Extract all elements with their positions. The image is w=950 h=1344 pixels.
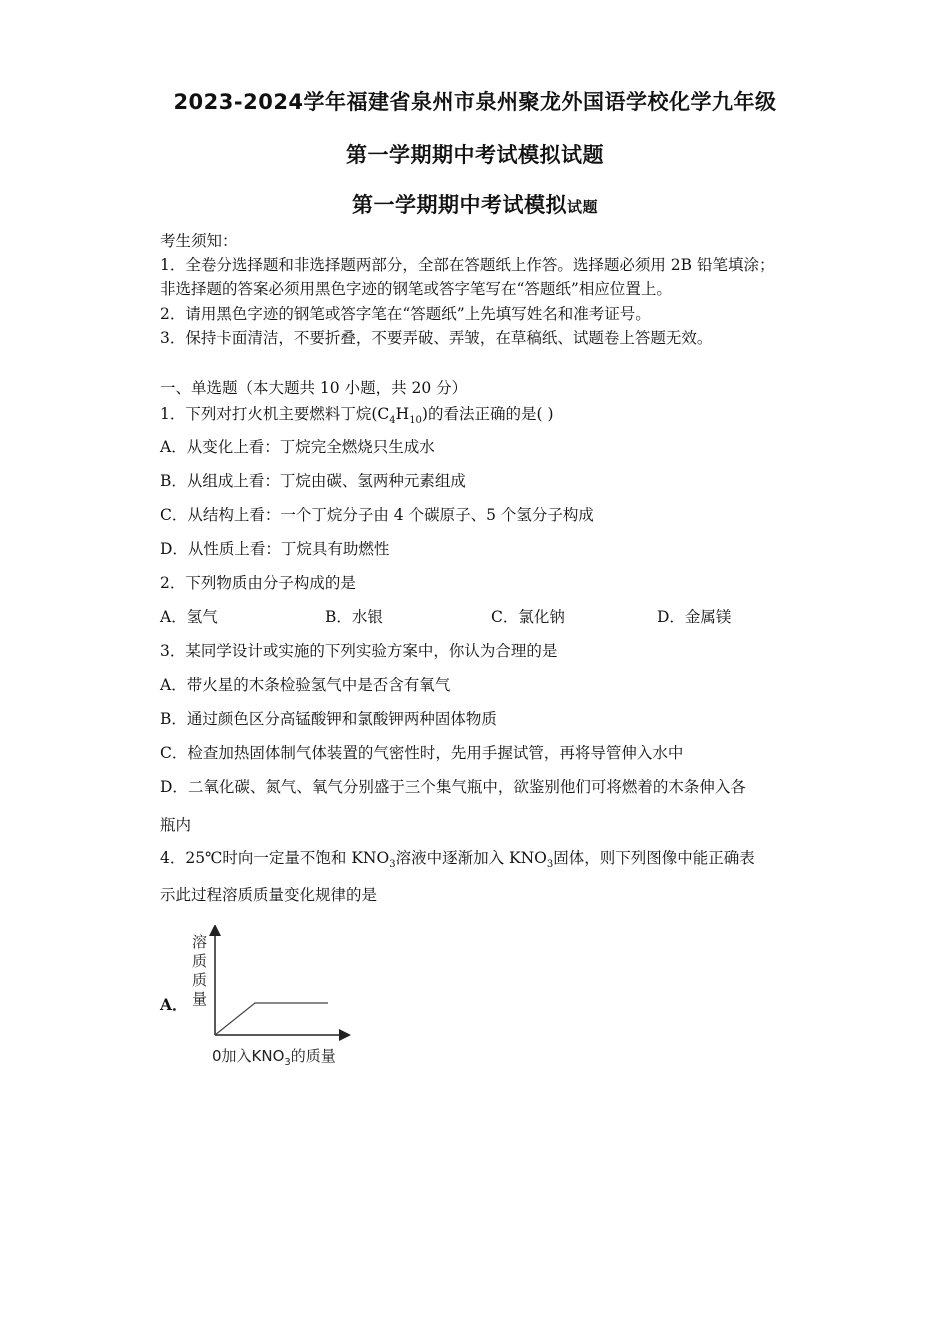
x-axis-label [212,1045,336,1068]
q1-stem [160,402,554,426]
q3-stem: 3．某同学设计或实施的下列实验方案中，你认为合理的是 [160,642,558,660]
q1-stem-mid: H [395,405,410,423]
q2-option-a: A．氢气 [160,608,218,626]
q1-option-c: C．从结构上看：一个丁烷分子由 4 个碳原子、5 个氢分子构成 [160,506,594,524]
solute-mass-line [215,1003,328,1035]
notice-item-3: 3．保持卡面清洁，不要折叠，不要弄破、弄皱，在草稿纸、试题卷上答题无效。 [160,329,713,347]
q3-option-a: A．带火星的木条检验氢气中是否含有氧气 [160,676,451,694]
q1-option-d: D．从性质上看：丁烷具有助燃性 [160,540,390,558]
notice-heading: 考生须知： [160,232,238,250]
q2-option-b: B．水银 [325,608,383,626]
q4-option-a-label: A． [160,995,188,1014]
notice-item-2: 2．请用黑色字迹的钢笔或答字笔在“答题纸”上先填写姓名和准考证号。 [160,305,651,323]
title-line-3-main: 第一学期期中考试模拟 [351,193,567,217]
q2-stem: 2．下列物质由分子构成的是 [160,574,356,592]
title-line-3 [0,189,950,219]
title-line-3-small: 试题 [566,198,598,216]
title-line-2: 第一学期期中考试模拟试题 [346,143,604,167]
section-heading: 一、单选题（本大题共 10 小题，共 20 分） [160,379,468,397]
q1-sub-1: 4 [389,415,396,427]
q4-sub-1: 3 [389,859,396,871]
notice-item-1-cont: 非选择题的答案必须用黑色字迹的钢笔或答字笔写在“答题纸”相应位置上。 [160,280,672,298]
q1-option-a: A．从变化上看：丁烷完全燃烧只生成水 [160,438,435,456]
x-axis-label-post: 的质量 [290,1047,336,1065]
q4-stem-1 [160,846,755,870]
q1-stem-post: )的看法正确的是( ) [421,405,554,423]
q1-stem-pre: 1．下列对打火机主要燃料丁烷(C [160,405,390,423]
title-line-1: 2023-2024学年福建省泉州市泉州聚龙外国语学校化学九年级 [173,90,777,114]
q4-option-a-graph [160,925,360,1070]
q3-option-d-cont: 瓶内 [160,816,192,834]
q2-option-c: C．氯化钠 [491,608,565,626]
q1-option-b: B．从组成上看：丁烷由碳、氢两种元素组成 [160,472,466,490]
q3-option-b: B．通过颜色区分高锰酸钾和氯酸钾两种固体物质 [160,710,497,728]
x-axis-label-sub: 3 [284,1057,291,1068]
q4-stem-2: 示此过程溶质质量变化规律的是 [160,886,378,904]
x-axis-label-pre: 0加入KNO [212,1047,285,1065]
q2-option-d: D．金属镁 [657,608,732,626]
notice-item-1: 1．全卷分选择题和非选择题两部分，全部在答题纸上作答。选择题必须用 2B 铅笔填涂； [160,256,775,274]
q4-stem-1-mid: 溶液中逐渐加入 KNO [395,849,547,867]
q3-option-c: C．检查加热固体制气体装置的气密性时，先用手握试管，再将导管伸入水中 [160,744,684,762]
q4-stem-1-pre: 4．25℃时向一定量不饱和 KNO [160,849,390,867]
q3-option-d: D．二氧化碳、氮气、氧气分别盛于三个集气瓶中，欲鉴别他们可将燃着的木条伸入各 [160,778,746,796]
q4-sub-2: 3 [546,859,554,871]
q1-sub-2: 10 [409,415,422,427]
y-axis-label: 溶质质量 [192,933,208,1008]
q4-stem-1-post: 固体，则下列图像中能正确表 [553,849,755,867]
